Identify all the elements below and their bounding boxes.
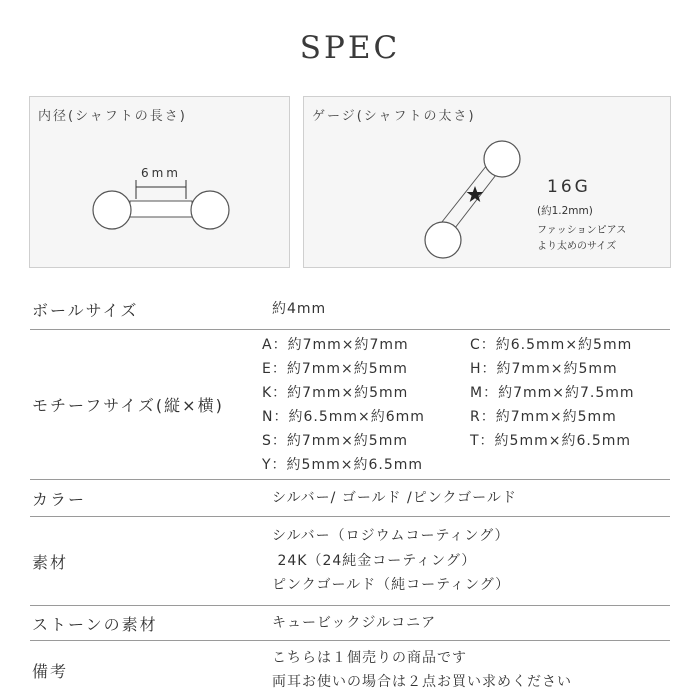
motif-item: H：約7mm×約5mm [470,360,618,377]
row-label: ストーンの素材 [32,614,158,634]
row-label: カラー [32,489,87,509]
material-line: 24K（24純金コーティング） [272,552,477,569]
material-line: ピンクゴールド（純コーティング） [272,577,511,594]
spec-row-color [30,480,670,517]
spec-row-motif [30,330,670,480]
gauge-label: ゲージ(シャフトの太さ) [312,109,476,124]
material-line: シルバー（ロジウムコーティング） [272,528,510,545]
motif-size-grid [262,333,670,477]
remarks-lines [272,646,572,695]
spec-row-material [30,517,670,606]
row-label: 備考 [32,661,69,681]
remarks-line: 両耳お使いの場合は２点お買い求めください [272,674,572,690]
spec-table [30,289,670,699]
motif-item: S：約7mm×約5mm [262,432,408,449]
gauge-note [537,223,626,255]
barbell-length-diagram [30,97,291,269]
material-lines [272,524,510,598]
motif-item: E：約7mm×約5mm [262,360,408,377]
gauge-panel [303,96,671,268]
motif-item: C：約6.5mm×約5mm [470,336,633,353]
motif-item: M：約7mm×約7.5mm [470,384,635,401]
dimension-label: 6mm [140,166,182,180]
ball-bottom [425,222,461,258]
row-label: 素材 [32,552,69,572]
ball-left [93,191,131,229]
row-label: モチーフサイズ(縦×横) [32,396,224,415]
spec-row-remarks [30,641,670,699]
motif-item: R：約7mm×約5mm [470,408,617,425]
motif-item: N：約6.5mm×約6mm [262,408,425,425]
gauge-mm: (約1.2mm) [537,205,593,217]
page-title: SPEC [299,30,401,66]
spec-row-ball [30,289,670,330]
motif-item: Y：約5mm×約6.5mm [262,456,424,473]
motif-item: K：約7mm×約5mm [262,384,409,401]
row-value: キュービックジルコニア [272,614,437,631]
gauge-value: 16G [547,177,591,197]
spec-row-stone [30,606,670,641]
gauge-note-line: ファッションピアス [537,225,627,236]
gauge-note-line: より太めのサイズ [537,241,617,252]
motif-item: A：約7mm×約7mm [262,336,409,353]
remarks-line: こちらは１個売りの商品です [272,649,467,666]
row-value: 約4mm [272,300,327,317]
inner-diameter-panel [29,96,290,268]
motif-item: T：約5mm×約6.5mm [470,432,632,449]
ball-top [484,141,520,177]
inner-diameter-label: 内径(シャフトの長さ) [38,109,187,124]
ball-right [191,191,229,229]
row-label: ボールサイズ [32,300,139,320]
row-value: シルバー/ ゴールド /ピンクゴールド [272,489,517,506]
